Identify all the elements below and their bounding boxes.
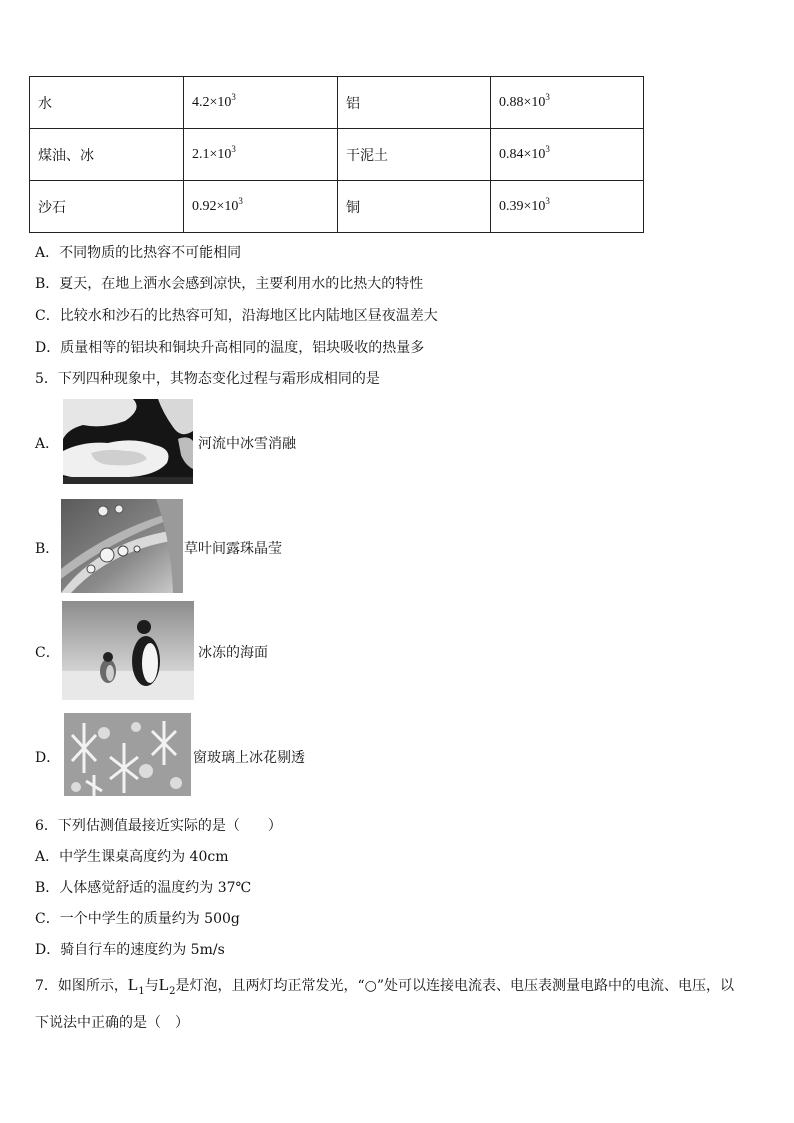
q4-option-b[interactable]: B．夏天，在地上洒水会感到凉快，主要利用水的比热大的特性 <box>35 276 424 292</box>
q5-option-b-text: 草叶间露珠晶莹 <box>184 541 282 557</box>
table-cell: $0.84\times 10^3$ <box>491 129 644 181</box>
table-cell: $0.92\times 10^3$ <box>184 181 338 233</box>
dew-drops-photo <box>61 499 183 593</box>
q5-option-d-text: 窗玻璃上冰花剔透 <box>193 750 305 766</box>
q6-option-a[interactable]: A．中学生课桌高度约为 40cm <box>35 849 229 865</box>
specific-heat-table <box>29 76 644 233</box>
table-cell: 铜 <box>338 181 491 233</box>
frost-window-photo <box>64 713 191 796</box>
q4-option-d[interactable]: D．质量相等的铝块和铜块升高相同的温度，铝块吸收的热量多 <box>35 340 425 356</box>
q4-option-a[interactable]: A．不同物质的比热容不可能相同 <box>35 245 242 261</box>
penguins-photo <box>62 601 194 700</box>
q4-option-c[interactable]: C．比较水和沙石的比热容可知，沿海地区比内陆地区昼夜温差大 <box>35 308 438 324</box>
q5-option-b-letter[interactable]: B． <box>35 541 60 557</box>
q5-stem: 5．下列四种现象中，其物态变化过程与霜形成相同的是 <box>35 371 380 387</box>
table-row <box>30 129 644 181</box>
table-cell: $0.39\times 10^3$ <box>491 181 644 233</box>
table-cell: 水 <box>30 77 184 129</box>
q5-option-c-letter[interactable]: C． <box>35 645 60 661</box>
melting-ice-photo <box>63 399 193 484</box>
table-cell: $4.2\times 10^3$ <box>184 77 338 129</box>
q6-option-d[interactable]: D．骑自行车的速度约为 5m/s <box>35 942 225 958</box>
q5-option-a-letter[interactable]: A． <box>35 436 60 452</box>
table-cell: 沙石 <box>30 181 184 233</box>
table-row <box>30 77 644 129</box>
table-cell: 煤油、冰 <box>30 129 184 181</box>
q6-option-c[interactable]: C．一个中学生的质量约为 500g <box>35 911 240 927</box>
table-cell: 铝 <box>338 77 491 129</box>
table-row <box>30 181 644 233</box>
q6-option-b[interactable]: B．人体感觉舒适的温度约为 37℃ <box>35 880 252 896</box>
q5-option-c-text: 冰冻的海面 <box>198 645 268 661</box>
q5-option-a-text: 河流中冰雪消融 <box>198 436 296 452</box>
q7-stem: 7．如图所示，$L_1$与$L_2$是灯泡，且两灯均正常发光，“○”处可以连接电流表、电压表测量电路中的电流、电压，以 <box>35 975 734 997</box>
q7-stem-line2: 下说法中正确的是（ ） <box>35 1015 189 1031</box>
table-cell: $0.88\times 10^3$ <box>491 77 644 129</box>
q6-stem: 6．下列估测值最接近实际的是（ ） <box>35 818 282 834</box>
table-cell: 干泥土 <box>338 129 491 181</box>
table-cell: $2.1\times 10^3$ <box>184 129 338 181</box>
q5-option-d-letter[interactable]: D． <box>35 750 61 766</box>
